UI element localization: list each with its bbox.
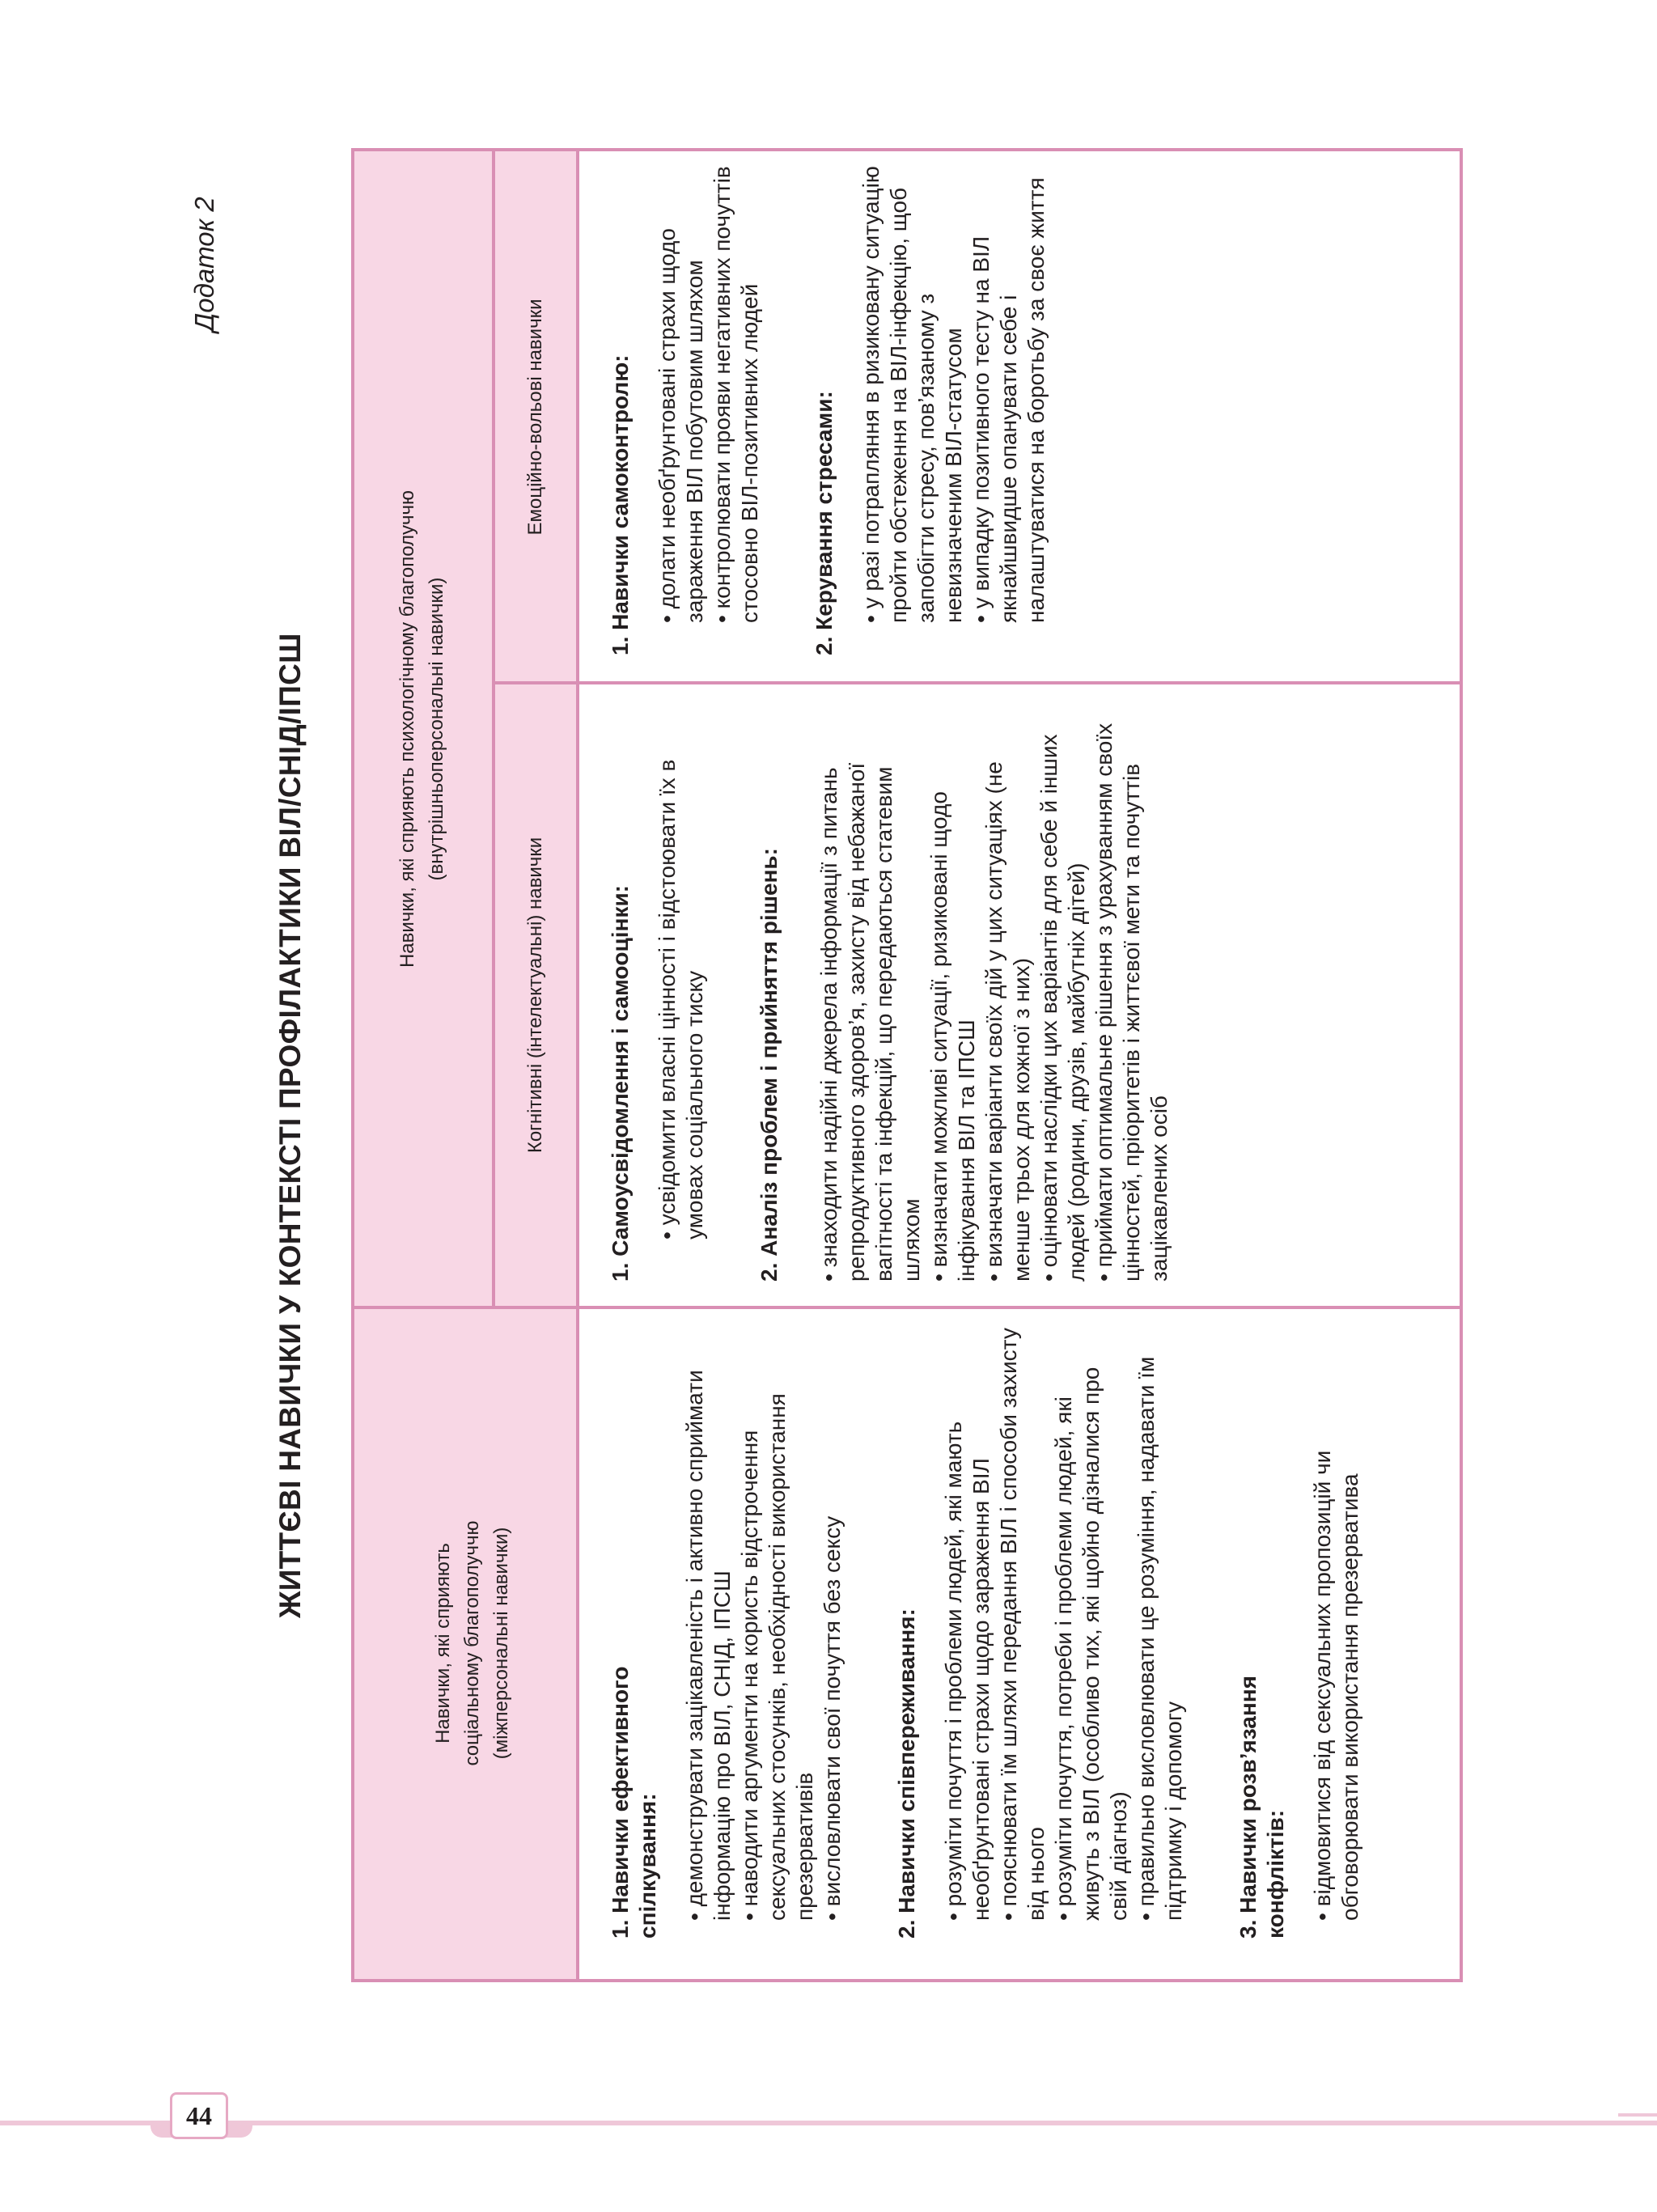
list-item: • у разі потрапляння в ризиковану ситуацію пройти обстеження на ВІЛ-інфекцію, щоб запобігти стресу, пов’язаному з невизначеним ВІЛ-статусом [858,160,968,623]
divider-col1 [354,1306,1460,1309]
list-item: • усвідомити власні цінності і відстоювати їх в умовах соціального тиску [654,697,709,1239]
section-items [816,697,1173,1282]
section-decision-making [756,697,1173,1282]
list-item: • розуміти почуття, потреби і проблеми людей, які живуть з ВІЛ (особливо тих, які щойно дізналися про свій діагноз) [1050,1324,1133,1921]
col1-header-line-3: (міжперсональні навички) [490,1527,512,1760]
section-title: 1. Навички самоконтролю: [608,354,633,655]
col2-body [607,697,1220,1282]
list-item: • долати необґрунтовані страхи щодо зараження ВІЛ побутовим шляхом [654,160,709,623]
divider-header-body [576,151,579,1979]
page-number: 44 [170,2092,228,2139]
page-title: ЖИТТЄВІ НАВИЧКИ У КОНТЕКСТІ ПРОФІЛАКТИКИ ВІЛ/СНІД/ІПСШ [273,633,307,1618]
right-edge-mark [1618,2113,1657,2117]
section-title-line: конфліктів: [1263,1809,1288,1939]
life-skills-table [351,148,1463,1982]
section-title: 1. Самоусвідомлення і самооцінки: [608,885,633,1282]
list-item: • демонструвати зацікавленість і активно сприймати інформацію про ВІЛ, СНІД, ІПСШ [681,1324,736,1921]
col1-body [607,1324,1411,1939]
divider-col2 [494,681,1460,684]
list-item: • контролювати прояви негативних почуттів стосовно ВІЛ-позитивних людей [709,160,764,623]
section-title-line: 1. Навички ефективного [608,1666,633,1939]
section-title-line: 3. Навички розв’язання [1235,1676,1261,1939]
section-items [940,1324,1188,1939]
list-item: • у випадку позитивного тесту на ВІЛ якнайшвидше опанувати себе і налаштуватися на боротьбу за своє життя [968,160,1050,623]
list-item: • наводити аргументи на користь відстрочення сексуальних стосунків, необхідності використання презервативів [736,1324,819,1921]
section-items [654,697,709,1282]
col1-header [429,1324,516,1963]
section-empathy [893,1324,1188,1939]
section-stress-management [811,160,1050,655]
list-item: • приймати оптимальне рішення з урахуванням своїх цінностей, пріоритетів і життєвої мети та почуттів зацікавлених осіб [1091,697,1173,1282]
list-item: • визначати варіанти своїх дій у цих ситуаціях (не менше трьох для кожної з них) [981,697,1036,1282]
list-item: • висловлювати свої почуття без сексу [819,1324,846,1921]
col3-header: Емоційно-вольові навички [524,299,546,536]
section-items [858,160,1050,655]
section-title [607,1324,662,1939]
group-header-line-1: Навички, які сприяють психологічному благополуччю [396,489,418,968]
section-self-control [607,160,764,655]
section-title: 2. Аналіз проблем і прийняття рішень: [756,848,782,1282]
col2-header: Когнітивні (інтелектуальні) навички [524,837,546,1154]
group-header [393,167,451,1291]
section-conflict-resolution [1235,1324,1364,1939]
list-item: • знаходити надійні джерела інформації з питань репродуктивного здоров’я, захисту від небажаної вагітності та інфекцій, що передаються статевим шляхом [816,697,926,1282]
section-items [1309,1324,1364,1939]
col3-body [607,160,1097,655]
list-item: • відмовитися від сексуальних пропозицій чи обговорювати використання презерватива [1309,1324,1364,1921]
section-title [1235,1324,1290,1939]
col1-header-line-2: соціальному благополуччю [461,1520,483,1766]
col1-header-line-1: Навички, які сприяють [432,1543,454,1744]
section-items [681,1324,846,1939]
section-self-awareness [607,697,709,1282]
list-item: • пояснювати їм шляхи передання ВІЛ і способи захисту від нього [995,1324,1050,1921]
section-title: 2. Керування стресами: [812,391,837,655]
list-item: • правильно висловлювати це розуміння, надавати їм підтримку і допомогу [1133,1324,1188,1921]
group-header-line-2: (внутрішньоперсональні навички) [426,577,447,881]
section-communication [607,1324,846,1939]
section-items [654,160,764,655]
divider-group-header [492,151,495,1307]
list-item: • визначати можливі ситуації, ризиковані щодо інфікування ВІЛ та ІПСШ [926,697,981,1282]
section-title: 2. Навички співпереживання: [894,1608,919,1939]
list-item: • оцінювати наслідки цих варіантів для себе й інших людей (родини, друзів, майбутніх дітей) [1036,697,1091,1282]
appendix-label: Додаток 2 [189,197,219,332]
list-item: • розуміти почуття і проблеми людей, які мають необґрунтовані страхи щодо зараження ВІЛ [940,1324,995,1921]
section-title-line: спілкування: [635,1793,660,1939]
